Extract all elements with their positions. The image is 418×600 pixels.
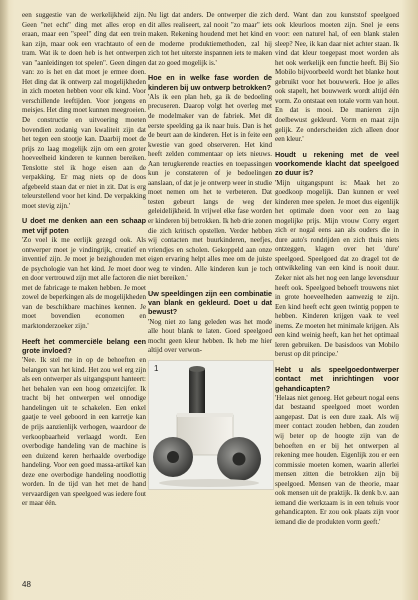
column-3 xyxy=(275,11,399,527)
col2-question-2: Uw speeldingen zijn een combinatie van blank en gekleurd. Doet u dat bewust? xyxy=(148,288,272,317)
page-gutter-shadow xyxy=(0,0,9,600)
col2-paragraph-3: 'Nog niet zo lang geleden was het mode alle hout blank te laten. Goed speelgoed mocht geen kleur hebben. Ik heb me hier altijd over verwon- xyxy=(148,317,272,355)
col3-paragraph-2: 'Mijn uitgangspunt is: Maak het zo goedkoop mogelijk. Dan kunnen er veel kinderen mee spelen. Je moet dus eigenlijk het optimale doen voor een zo laag mogelijke prijs. Mijn vrouw Corry ergert zich er nogal eens aan als ouders die in dure auto's rondrijden en zich thuis niets ontzeggen, klagen over het 'dure' speelgoed. Speelgoed dat zo dragel tot de ontwikkeling van een kind is nooit duur. Zeker niet als het nog een lange levensduur heeft ook. Speelgoed behoeft trouwens niet in grote hoeveelheden aanwezig te zijn. Een kind heeft echt geen twintig poppen te hebben. Kinderen krijgen vaak te veel inems. Ze moeten het minimale krijgen. Als een kind weinig heeft, kan het het optimaal leren gebruiken. De basisdoos van Mobilo berust op dit principe.' xyxy=(275,178,399,359)
col3-question-2: Hebt u als speelgoedontwerper contact met inrichtingen voor gehandicapten? xyxy=(275,364,399,393)
toy-photo xyxy=(148,360,274,490)
col3-paragraph-3: 'Helaas niet genoeg. Het gebeurt nogal eens dat bestaand speelgoed moet worden aangepast. Dat is een dure zaak. Als wij meer contact zouden hebben, dan zouden wij beter op de hoogte zijn van de behoeften en er bij het ontwerpen al rekening mee houden. Eigenlijk zou er een commissie moeten komen, waarin allerlei mensen zitten die betrokken zijn bij speelgoed. Mensen van de theorie, maar ook mensen uit de praktijk. Ik denk b.v. aan iemand die werkzaam is in een tehuis voor gehandicapten. Er zou ook plaats zijn voor iemand die de produkten vorm geeft.' xyxy=(275,393,399,526)
col2-paragraph-2: 'Als ik een plan heb, ga ik de bedoeling precuseren. Daarop volgt het overleg met de modelmaker van de fabriek. Met dit eerste speelding ga ik naar huis. Dan is het de beurt aan de kinderen. Het is in feite een kwestie van goed observeren. Het kind heeft zelden commentaar op iets nieuws. Aan terugkerende reacties en toepassingen kun je constateren of je bedoelingen aanslaan, of dat je je ontwerp weer in studie moet nemen om het te verbeteren. Dat testen gebeurt langs de weg der geleidelijkheid. In vrijwel elke fase worden er kinderen bij betrokken. Ik heb drie zonen die zich kritisch opstellen. Verder hebben wij contacten met buurkinderen, neefjes, vriendjes en scholen. Gekoppeld aan onze eigen ervaring helpt alles mee om de juiste weg te vinden. Alle kinderen kun je toch niet bereiken.' xyxy=(148,92,272,283)
col1-question-1: U doet me denken aan een schaap met vijf poten xyxy=(22,216,146,235)
col1-paragraph-3: 'Nee. Ik stel me in op de behoeften en belangen van het kind. Het zou wel erg zijn als een ontwerper als uitgangspunt hanteert: het behalen van een hoog omzetcijfer. Ik tracht bij het ontwerpen wel onnodige handelingen uit te schakelen. Een enkel gaatje te veel geboord in een karretje kan de prijs aanzienlijk verhogen, waardoor de verkoopbaarheid verlaagd wordt. Een overbodige handeling van de machine is een duizend keren herhaalde overbodige handeling. Voor een goed massa-artikel kan deze ene overbodige handeling noodlottig worden. In de tijd van het met de hand vervaardigen van speelgoed was iedere fout er maar één. xyxy=(22,356,146,508)
col2-paragraph-1: Nu ligt dat anders. De ontwerper die zich dit alles realiseert, zal nooit "zo maar" iets maken. Rekening houdend met het kind en de moderne produktiemethoden, zal hij zich tot het uiterste inspannen iets te maken dat zo goed mogelijk is.' xyxy=(148,11,272,67)
column-1 xyxy=(22,11,146,509)
col1-question-2: Heeft het commerciële belang een grote invloed? xyxy=(22,336,146,355)
col1-paragraph-2: 'Zo voel ik me eerlijk gezegd ook. Als ontwerper moet je vindingrijk, creatief en inventief zijn. Je moet je bezighouden met de psychologie van het kind. Je moet door en door vertrouwd zijn met alle factoren die met de fabricage te maken hebben. Je moet zowel de beperkingen als de mogelijkheden van de beschikbare machines kennen. Je moet bovendien economen en marktonderzoeker zijn.' xyxy=(22,236,146,330)
photo-number-label: 1 xyxy=(154,363,159,373)
wooden-toy-illustration xyxy=(149,361,273,489)
col3-question-1: Houdt u rekening met de veel voorkomende klacht dat speelgoed zo duur is? xyxy=(275,149,399,178)
page-number: 48 xyxy=(22,580,31,589)
col2-question-1: Hoe en in welke fase worden de kinderen bij uw ontwerp betrokken? xyxy=(148,73,272,92)
column-2 xyxy=(148,11,272,490)
col3-paragraph-1: derd. Want dan zou kunststof speelgoed ook kleurloos moeten zijn. Snel je eens voor: een naturel hal, of een blank stalen sleep? Nee, ik kan daar niet achter staan. Ik vind dat kleur toegepast moet worden als het ook werkelijk een functie heeft. Bij Sio Mobilo bijvoorbeeld wordt het blanke hout gebruikt voor het bouwwerk. Hoe je alles ook stapelt, het bouwwerk wordt altijd één vorm. Zo ontstaat een totale vorm van hout. En dat is mooi. De manieren zijn doelbewust gekleurd. Vorm en maat zijn gelijk. Ze onderscheiden zich alleen door een kleur.' xyxy=(275,11,399,144)
col1-paragraph-1: een suggestie van de werkelijkheid zijn. Geen "net echt" ding met alles erop en eraan, maar een "speel" ding dat een trein kan zijn, maar ook een vrachtauto of een tram. Wat ik te doen heb is het ontwerpen van "aanleidingen tot spelen". Geen dingen van: zo is het en dat moet je ermee doen. Het ding dat ik ontwerp zal mogelijkheden in zich moeten hebben voor elk kind. Voor verschillende leeftijden. Voor jongens en meisjes. Het ding moet kunnen meegroeien. De constructie en uitvoering moeten bovendien zodanig van kwaliteit zijn dat het tegen een stootje kan. Daarbij moet de prijs zo laag mogelijk zijn om een groter hoeveelheid kinderen te kunnen bereiken. Tenslotte stel ik hoge eisen aan de verpakking. Er mag niets op de doos afgebeeld staan dat er niet in zit. Dat is erg teleurstellend voor het kind. De verpakking moet stevig zijn.' xyxy=(22,11,146,210)
